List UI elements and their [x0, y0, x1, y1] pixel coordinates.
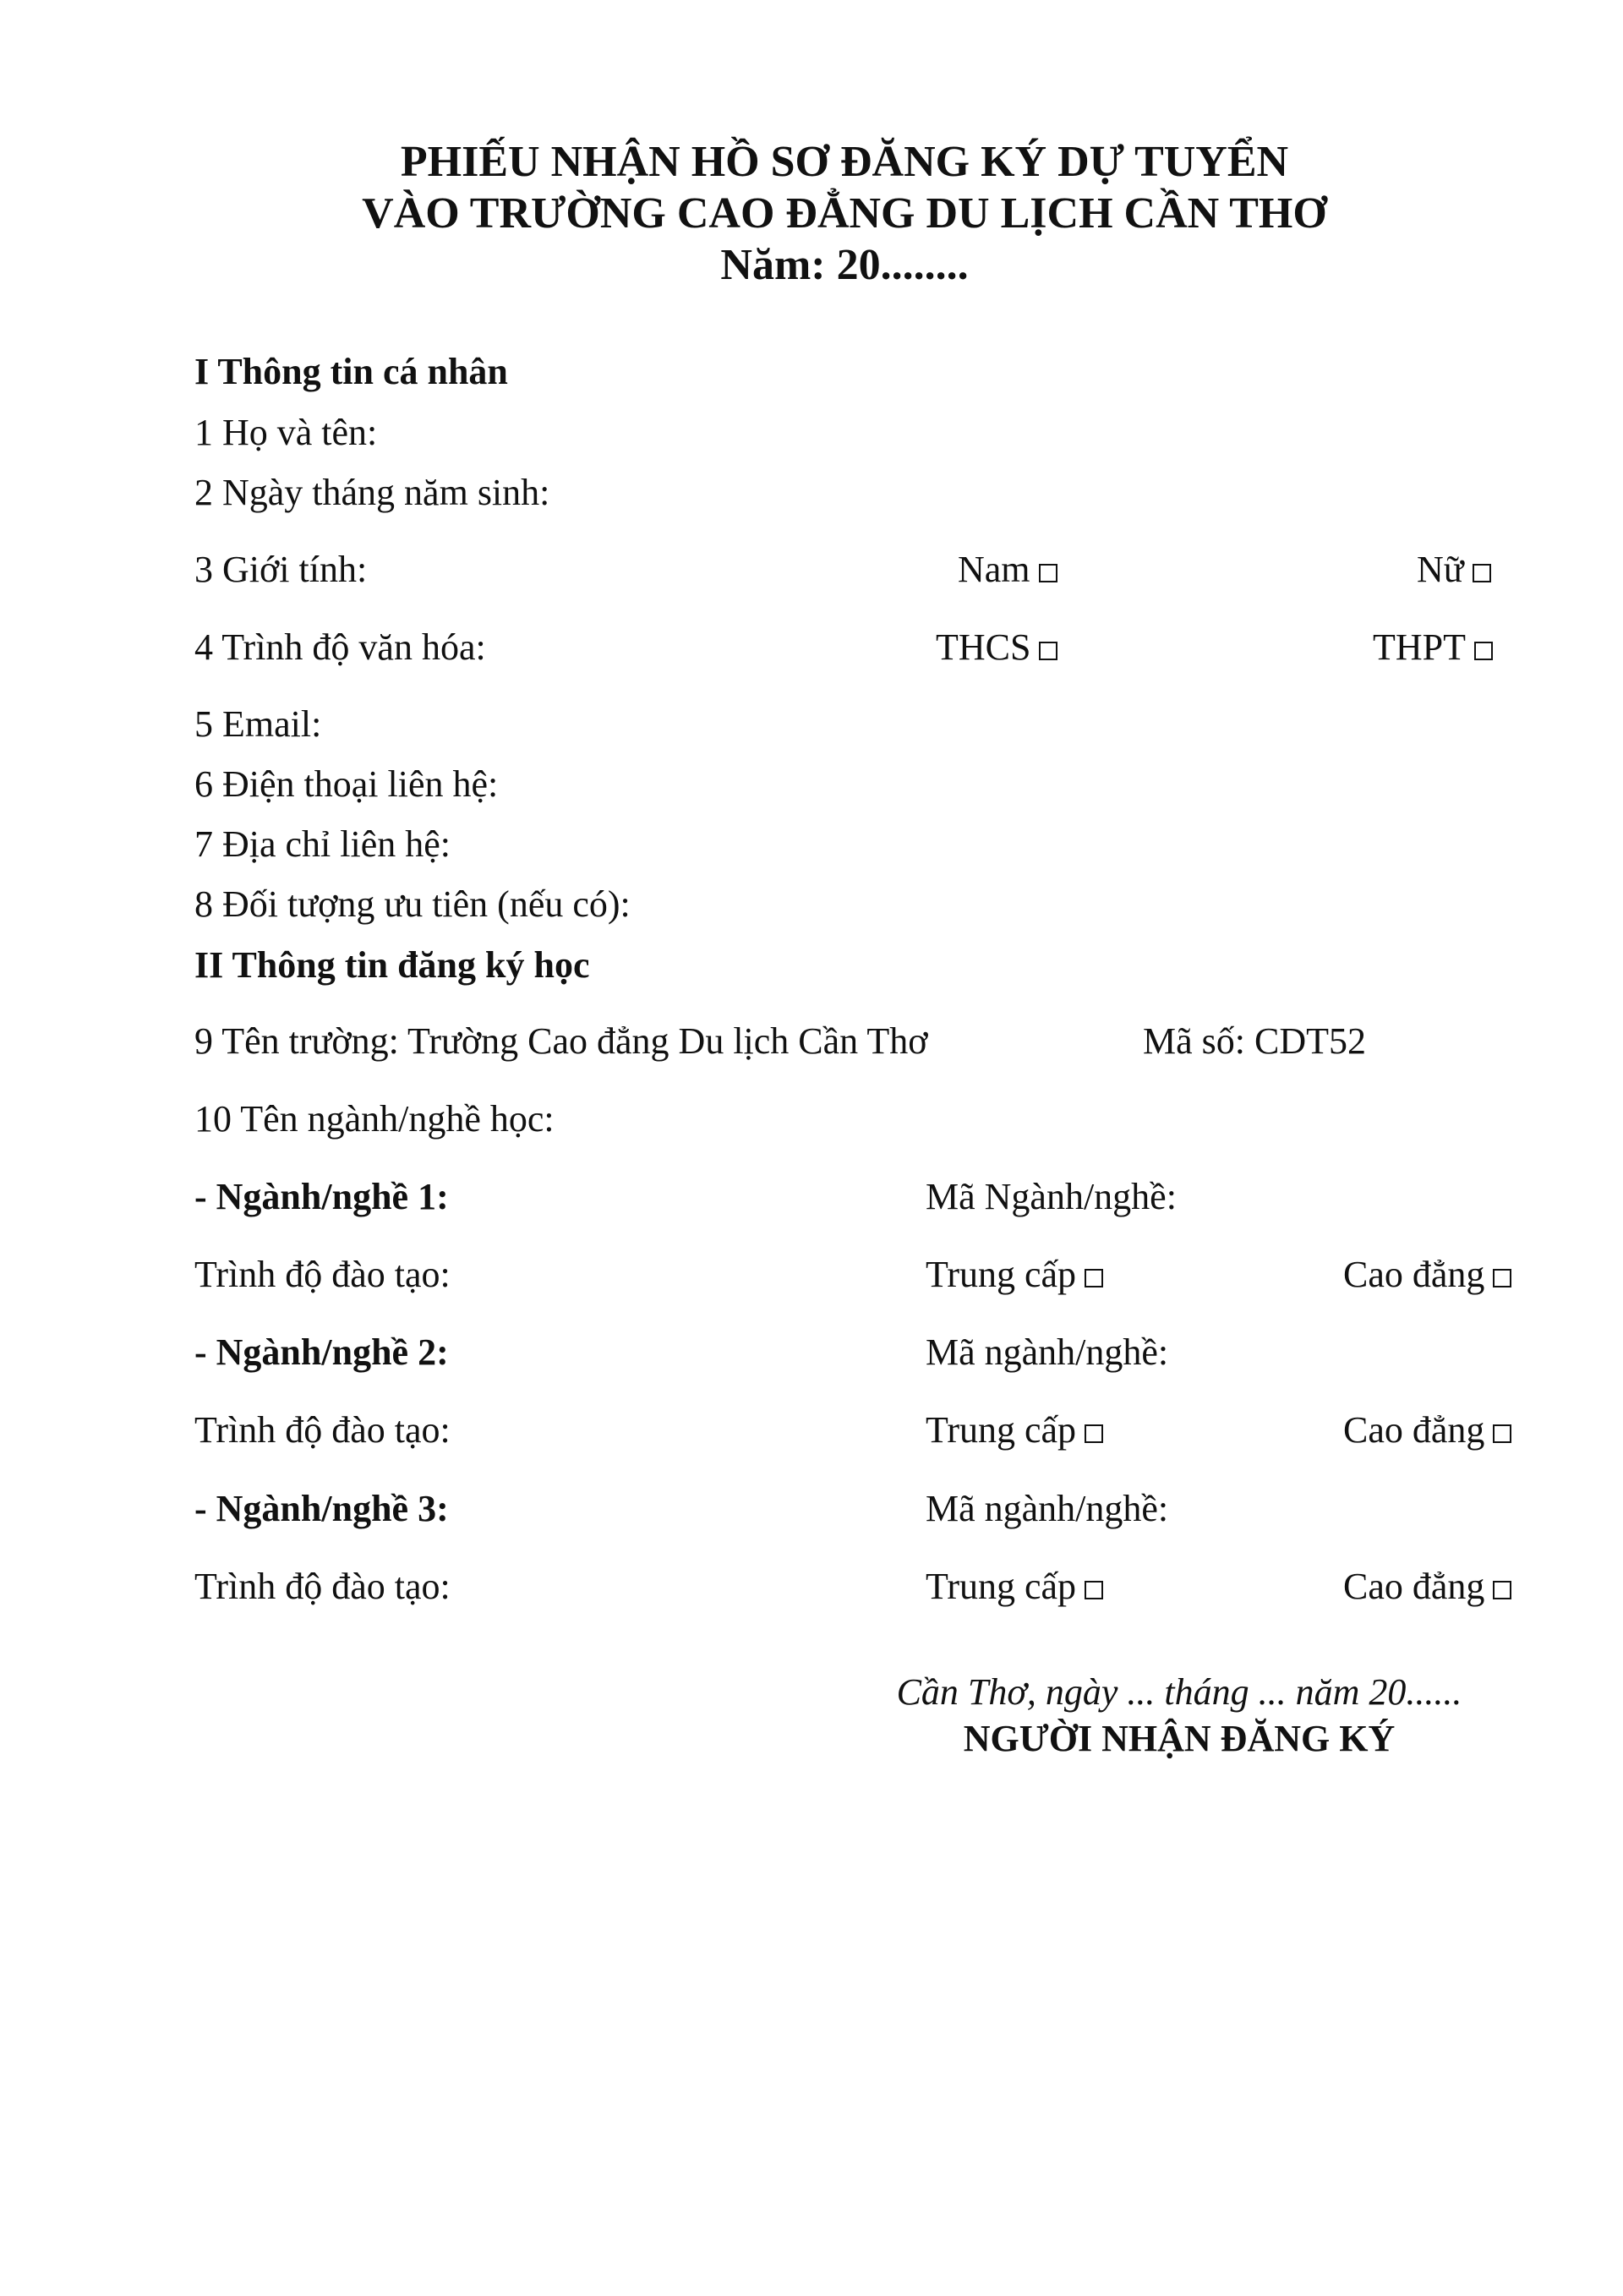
address-label: 7 Địa chỉ liên hệ:: [194, 823, 451, 865]
priority-label: 8 Đối tượng ưu tiên (nếu có):: [194, 883, 631, 925]
title-line-2: VÀO TRƯỜNG CAO ĐẲNG DU LỊCH CẦN THƠ: [362, 189, 1327, 238]
major-2-intermediate-option[interactable]: [926, 1409, 1103, 1451]
receiver-title: NGƯỜI NHẬN ĐĂNG KÝ: [963, 1718, 1396, 1759]
name-label: 1 Họ và tên:: [194, 412, 378, 453]
gender-label: 3 Giới tính:: [194, 549, 368, 590]
gender-female-label: Nữ: [1417, 549, 1464, 590]
education-thcs-label: THCS: [936, 626, 1031, 668]
education-thcs-option[interactable]: [936, 626, 1057, 668]
major-1-college-option[interactable]: [1343, 1256, 1511, 1293]
major-3-college-option[interactable]: [1343, 1568, 1511, 1605]
major-1-intermediate-option[interactable]: [926, 1256, 1103, 1293]
major-1-code-label: Mã Ngành/nghề:: [926, 1176, 1177, 1217]
major-2-intermediate-checkbox[interactable]: [1085, 1424, 1103, 1443]
major-2-intermediate-label: Trung cấp: [926, 1409, 1077, 1451]
major-1-title: - Ngành/nghề 1:: [194, 1176, 449, 1217]
major-2-college-checkbox[interactable]: [1493, 1424, 1511, 1443]
section2-heading: II Thông tin đăng ký học: [194, 944, 590, 986]
major-label: 10 Tên ngành/nghề học:: [194, 1098, 555, 1140]
education-thpt-label: THPT: [1373, 626, 1466, 668]
major-1-college-checkbox[interactable]: [1493, 1269, 1511, 1287]
title-line-1: PHIẾU NHẬN HỒ SƠ ĐĂNG KÝ DỰ TUYỂN: [400, 138, 1289, 186]
school-code: Mã số: CDT52: [1143, 1020, 1366, 1062]
section1-heading: I Thông tin cá nhân: [194, 351, 508, 392]
email-label: 5 Email:: [194, 703, 322, 745]
major-3-college-label: Cao đẳng: [1343, 1566, 1485, 1607]
gender-male-checkbox[interactable]: [1039, 564, 1057, 582]
signature-date-line: Cần Thơ, ngày ... tháng ... năm 20......: [896, 1671, 1462, 1713]
dob-label: 2 Ngày tháng năm sinh:: [194, 472, 550, 513]
major-3-intermediate-label: Trung cấp: [926, 1566, 1077, 1607]
major-3-code-label: Mã ngành/nghề:: [926, 1488, 1169, 1529]
education-label: 4 Trình độ văn hóa:: [194, 626, 486, 668]
education-thpt-option[interactable]: [1373, 626, 1493, 668]
major-2-college-option[interactable]: [1343, 1409, 1511, 1451]
major-3-level-label: Trình độ đào tạo:: [194, 1566, 451, 1607]
major-1-intermediate-checkbox[interactable]: [1085, 1269, 1103, 1287]
phone-label: 6 Điện thoại liên hệ:: [194, 763, 499, 805]
school-label: 9 Tên trường: Trường Cao đẳng Du lịch Cần Thơ: [194, 1020, 928, 1062]
gender-female-checkbox[interactable]: [1473, 564, 1491, 582]
major-2-code-label: Mã ngành/nghề:: [926, 1331, 1169, 1373]
major-2-college-label: Cao đẳng: [1343, 1409, 1485, 1451]
major-3-title: - Ngành/nghề 3:: [194, 1488, 449, 1529]
major-3-intermediate-option[interactable]: [926, 1568, 1103, 1605]
gender-male-option[interactable]: [958, 551, 1057, 588]
major-3-college-checkbox[interactable]: [1493, 1581, 1511, 1599]
major-3-intermediate-checkbox[interactable]: [1085, 1581, 1103, 1599]
year-line: Năm: 20........: [720, 241, 969, 289]
major-2-title: - Ngành/nghề 2:: [194, 1331, 449, 1373]
major-1-intermediate-label: Trung cấp: [926, 1254, 1077, 1295]
education-thpt-checkbox[interactable]: [1474, 642, 1493, 660]
education-thcs-checkbox[interactable]: [1039, 642, 1057, 660]
major-2-level-label: Trình độ đào tạo:: [194, 1409, 451, 1451]
gender-male-label: Nam: [958, 549, 1030, 590]
gender-female-option[interactable]: [1417, 551, 1491, 588]
major-1-college-label: Cao đẳng: [1343, 1254, 1485, 1295]
major-1-level-label: Trình độ đào tạo:: [194, 1254, 451, 1295]
